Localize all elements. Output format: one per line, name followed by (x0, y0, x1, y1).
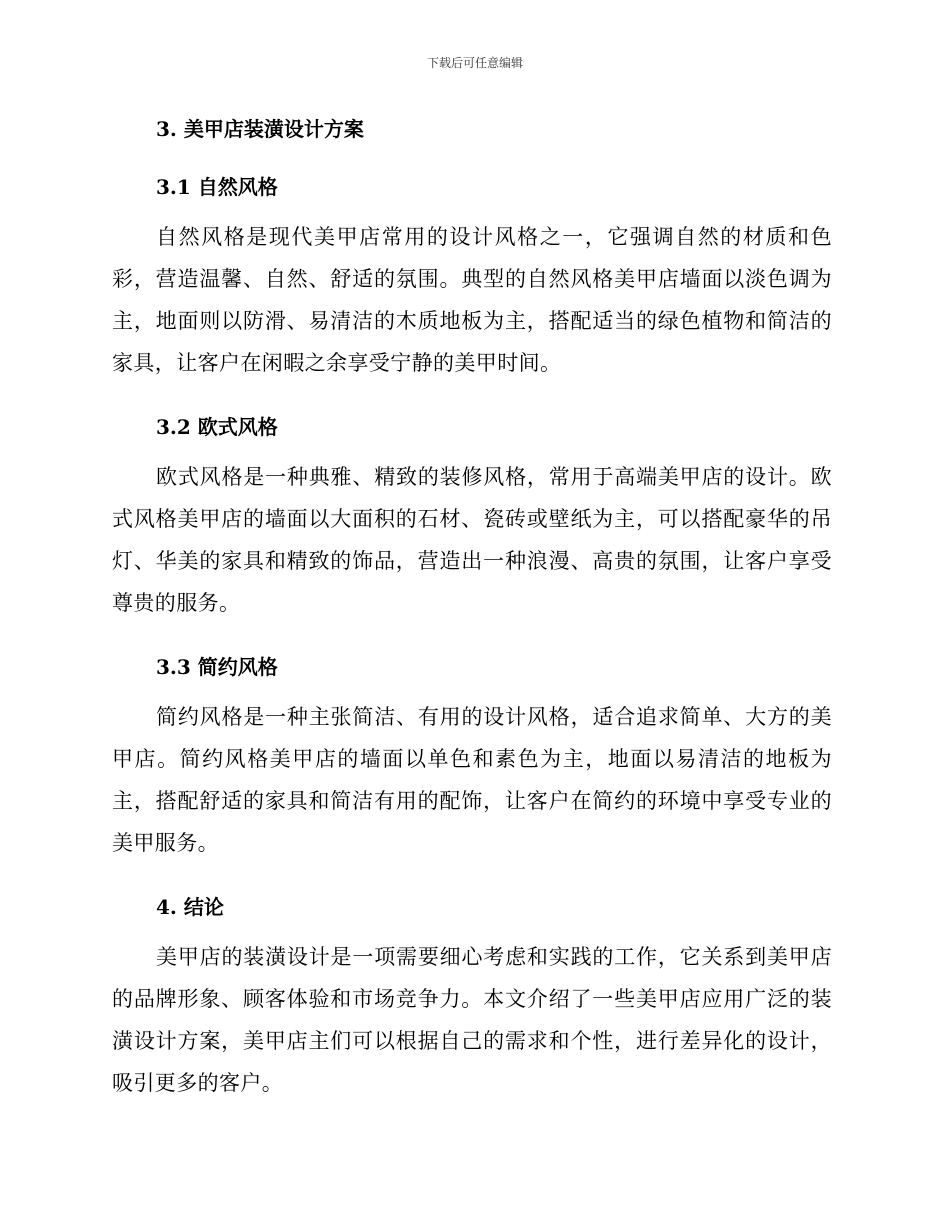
section-heading-3-2: 3.2 欧式风格 (156, 415, 278, 439)
paragraph-european-style: 欧式风格是一种典雅、精致的装修风格，常用于高端美甲店的设计。欧式风格美甲店的墙面以大面积的石材、瓷砖或壁纸为主，可以搭配豪华的吊灯、华美的家具和精致的饰品，营造出一种浪漫、高贵的氛围，让客户享受尊贵的服务。 (112, 465, 832, 615)
paragraph-conclusion: 美甲店的装潢设计是一项需要细心考虑和实践的工作，它关系到美甲店的品牌形象、顾客体验和市场竞争力。本文介绍了一些美甲店应用广泛的装潢设计方案，美甲店主们可以根据自己的需求和个性，进行差异化的设计，吸引更多的客户。 (112, 945, 832, 1095)
section-heading-3-1: 3.1 自然风格 (156, 175, 278, 199)
paragraph-natural-style: 自然风格是现代美甲店常用的设计风格之一，它强调自然的材质和色彩，营造温馨、自然、舒适的氛围。典型的自然风格美甲店墙面以淡色调为主，地面则以防滑、易清洁的木质地板为主，搭配适当的绿色植物和简洁的家具，让客户在闲暇之余享受宁静的美甲时间。 (112, 225, 832, 375)
page-header: 下载后可任意编辑 (426, 56, 523, 70)
paragraph-minimalist-style: 简约风格是一种主张简洁、有用的设计风格，适合追求简单、大方的美甲店。简约风格美甲店的墙面以单色和素色为主，地面以易清洁的地板为主，搭配舒适的家具和简洁有用的配饰，让客户在简约的环境中享受专业的美甲服务。 (112, 705, 832, 855)
section-heading-3: 3. 美甲店装潢设计方案 (156, 117, 364, 141)
section-heading-4: 4. 结论 (156, 895, 224, 919)
document-body (112, 110, 832, 1104)
section-heading-3-3: 3.3 简约风格 (156, 655, 278, 679)
